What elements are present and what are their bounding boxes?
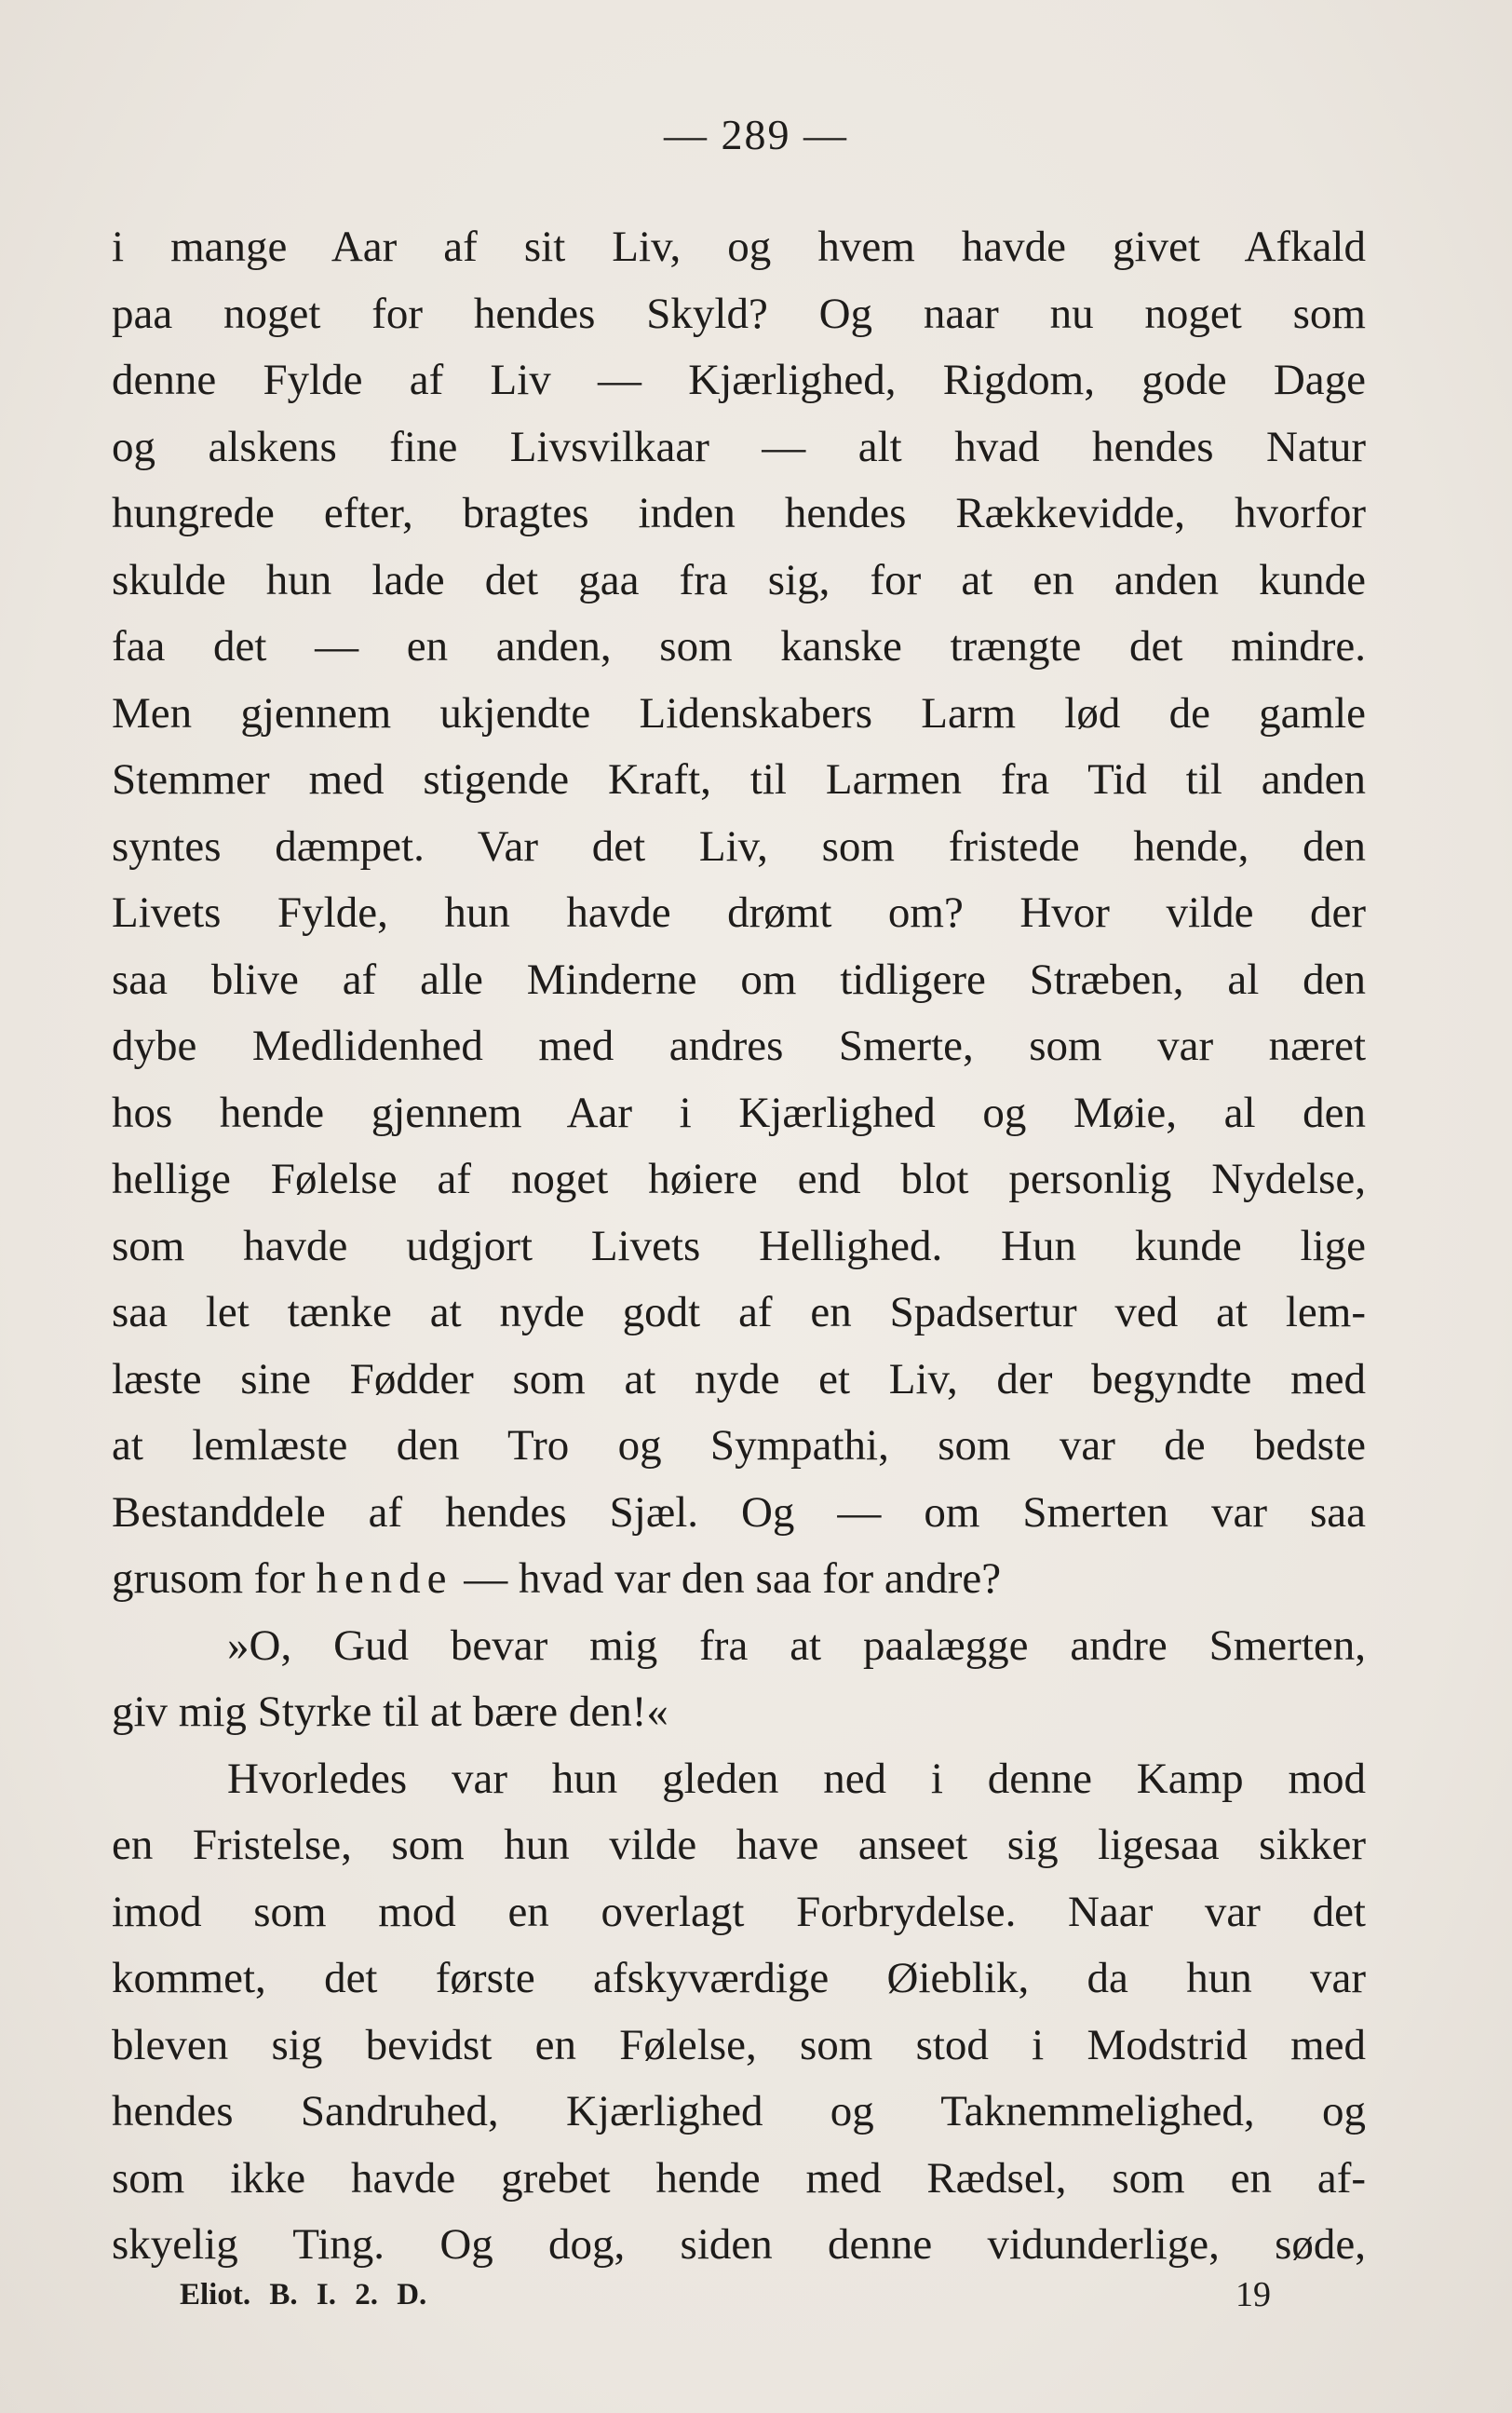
page-footer (0, 2267, 1512, 2323)
text-line: hendes Sandruhed, Kjærlighed og Taknemmelighed, og (112, 2087, 1366, 2135)
paragraph-end-line: giv mig Styrke til at bære den!« (112, 1688, 668, 1736)
text-line: skulde hun lade det gaa fra sig, for at en anden kunde (112, 555, 1366, 604)
text-segment: grusom for (112, 1554, 317, 1603)
paragraph-start-line: »O, Gud bevar mig fra at paalægge andre Smerten, (227, 1620, 1366, 1670)
text-line-emphasis (112, 1546, 1366, 1613)
text-line: dybe Medlidenhed med andres Smerte, som var næret (112, 1022, 1366, 1070)
text-line: Bestanddele af hendes Sjæl. Og — om Smerten var saa (112, 1487, 1366, 1537)
text-line: læste sine Fødder som at nyde et Liv, der begyndte med (112, 1354, 1366, 1403)
text-line: faa det — en anden, som kanske trængte det mindre. (112, 622, 1366, 671)
paragraph-start-line: Hvorledes var hun gleden ned i denne Kamp mod (227, 1754, 1366, 1803)
text-line: saa blive af alle Minderne om tidligere Stræben, al den (112, 955, 1366, 1004)
text-line: syntes dæmpet. Var det Liv, som fristede hende, den (112, 821, 1366, 871)
printer-signature: Eliot. B. I. 2. D. (180, 2278, 427, 2311)
text-line: kommet, det første afskyværdige Øieblik, da hun var (112, 1954, 1366, 2002)
text-line: hos hende gjennem Aar i Kjærlighed og Møie, al den (112, 1088, 1366, 1137)
text-line: Stemmer med stigende Kraft, til Larmen fra Tid til anden (112, 755, 1366, 804)
text-line: og alskens fine Livsvilkaar — alt hvad hendes Natur (112, 422, 1366, 471)
text-line: i mange Aar af sit Liv, og hvem havde givet Afkald (112, 223, 1366, 271)
text-line: som havde udgjort Livets Hellighed. Hun kunde lige (112, 1221, 1366, 1270)
text-line: bleven sig bevidst en Følelse, som stod i Modstrid med (112, 2020, 1366, 2069)
sheet-number: 19 (1235, 2275, 1271, 2314)
text-line: Livets Fylde, hun havde drømt om? Hvor vilde der (112, 888, 1366, 937)
body-text (112, 214, 1366, 2279)
page-number: — 289 — (664, 111, 848, 158)
text-line: skyelig Ting. Og dog, siden denne vidunderlige, søde, (112, 2220, 1366, 2269)
text-line: en Fristelse, som hun vilde have anseet sig ligesaa sikker (112, 1821, 1366, 1869)
text-line: hellige Følelse af noget høiere end blot personlig Nydelse, (112, 1155, 1366, 1203)
text-line: denne Fylde af Liv — Kjærlighed, Rigdom, gode Dage (112, 356, 1366, 404)
text-line: imod som mod en overlagt Forbrydelse. Naar var det (112, 1887, 1366, 1936)
text-line: Men gjennem ukjendte Lidenskabers Larm lød de gamle (112, 688, 1366, 738)
text-line: hungrede efter, bragtes inden hendes Rækkevidde, hvorfor (112, 489, 1366, 537)
text-line: som ikke havde grebet hende med Rædsel, som en af- (112, 2153, 1366, 2203)
text-line: at lemlæste den Tro og Sympathi, som var de bedste (112, 1421, 1366, 1470)
text-segment: — hvad var den saa for andre? (452, 1554, 1002, 1603)
text-line: paa noget for hendes Skyld? Og naar nu noget som (112, 289, 1366, 338)
text-line: saa let tænke at nyde godt af en Spadsertur ved at lem- (112, 1288, 1366, 1336)
spaced-emphasis-word: hende (316, 1554, 453, 1603)
